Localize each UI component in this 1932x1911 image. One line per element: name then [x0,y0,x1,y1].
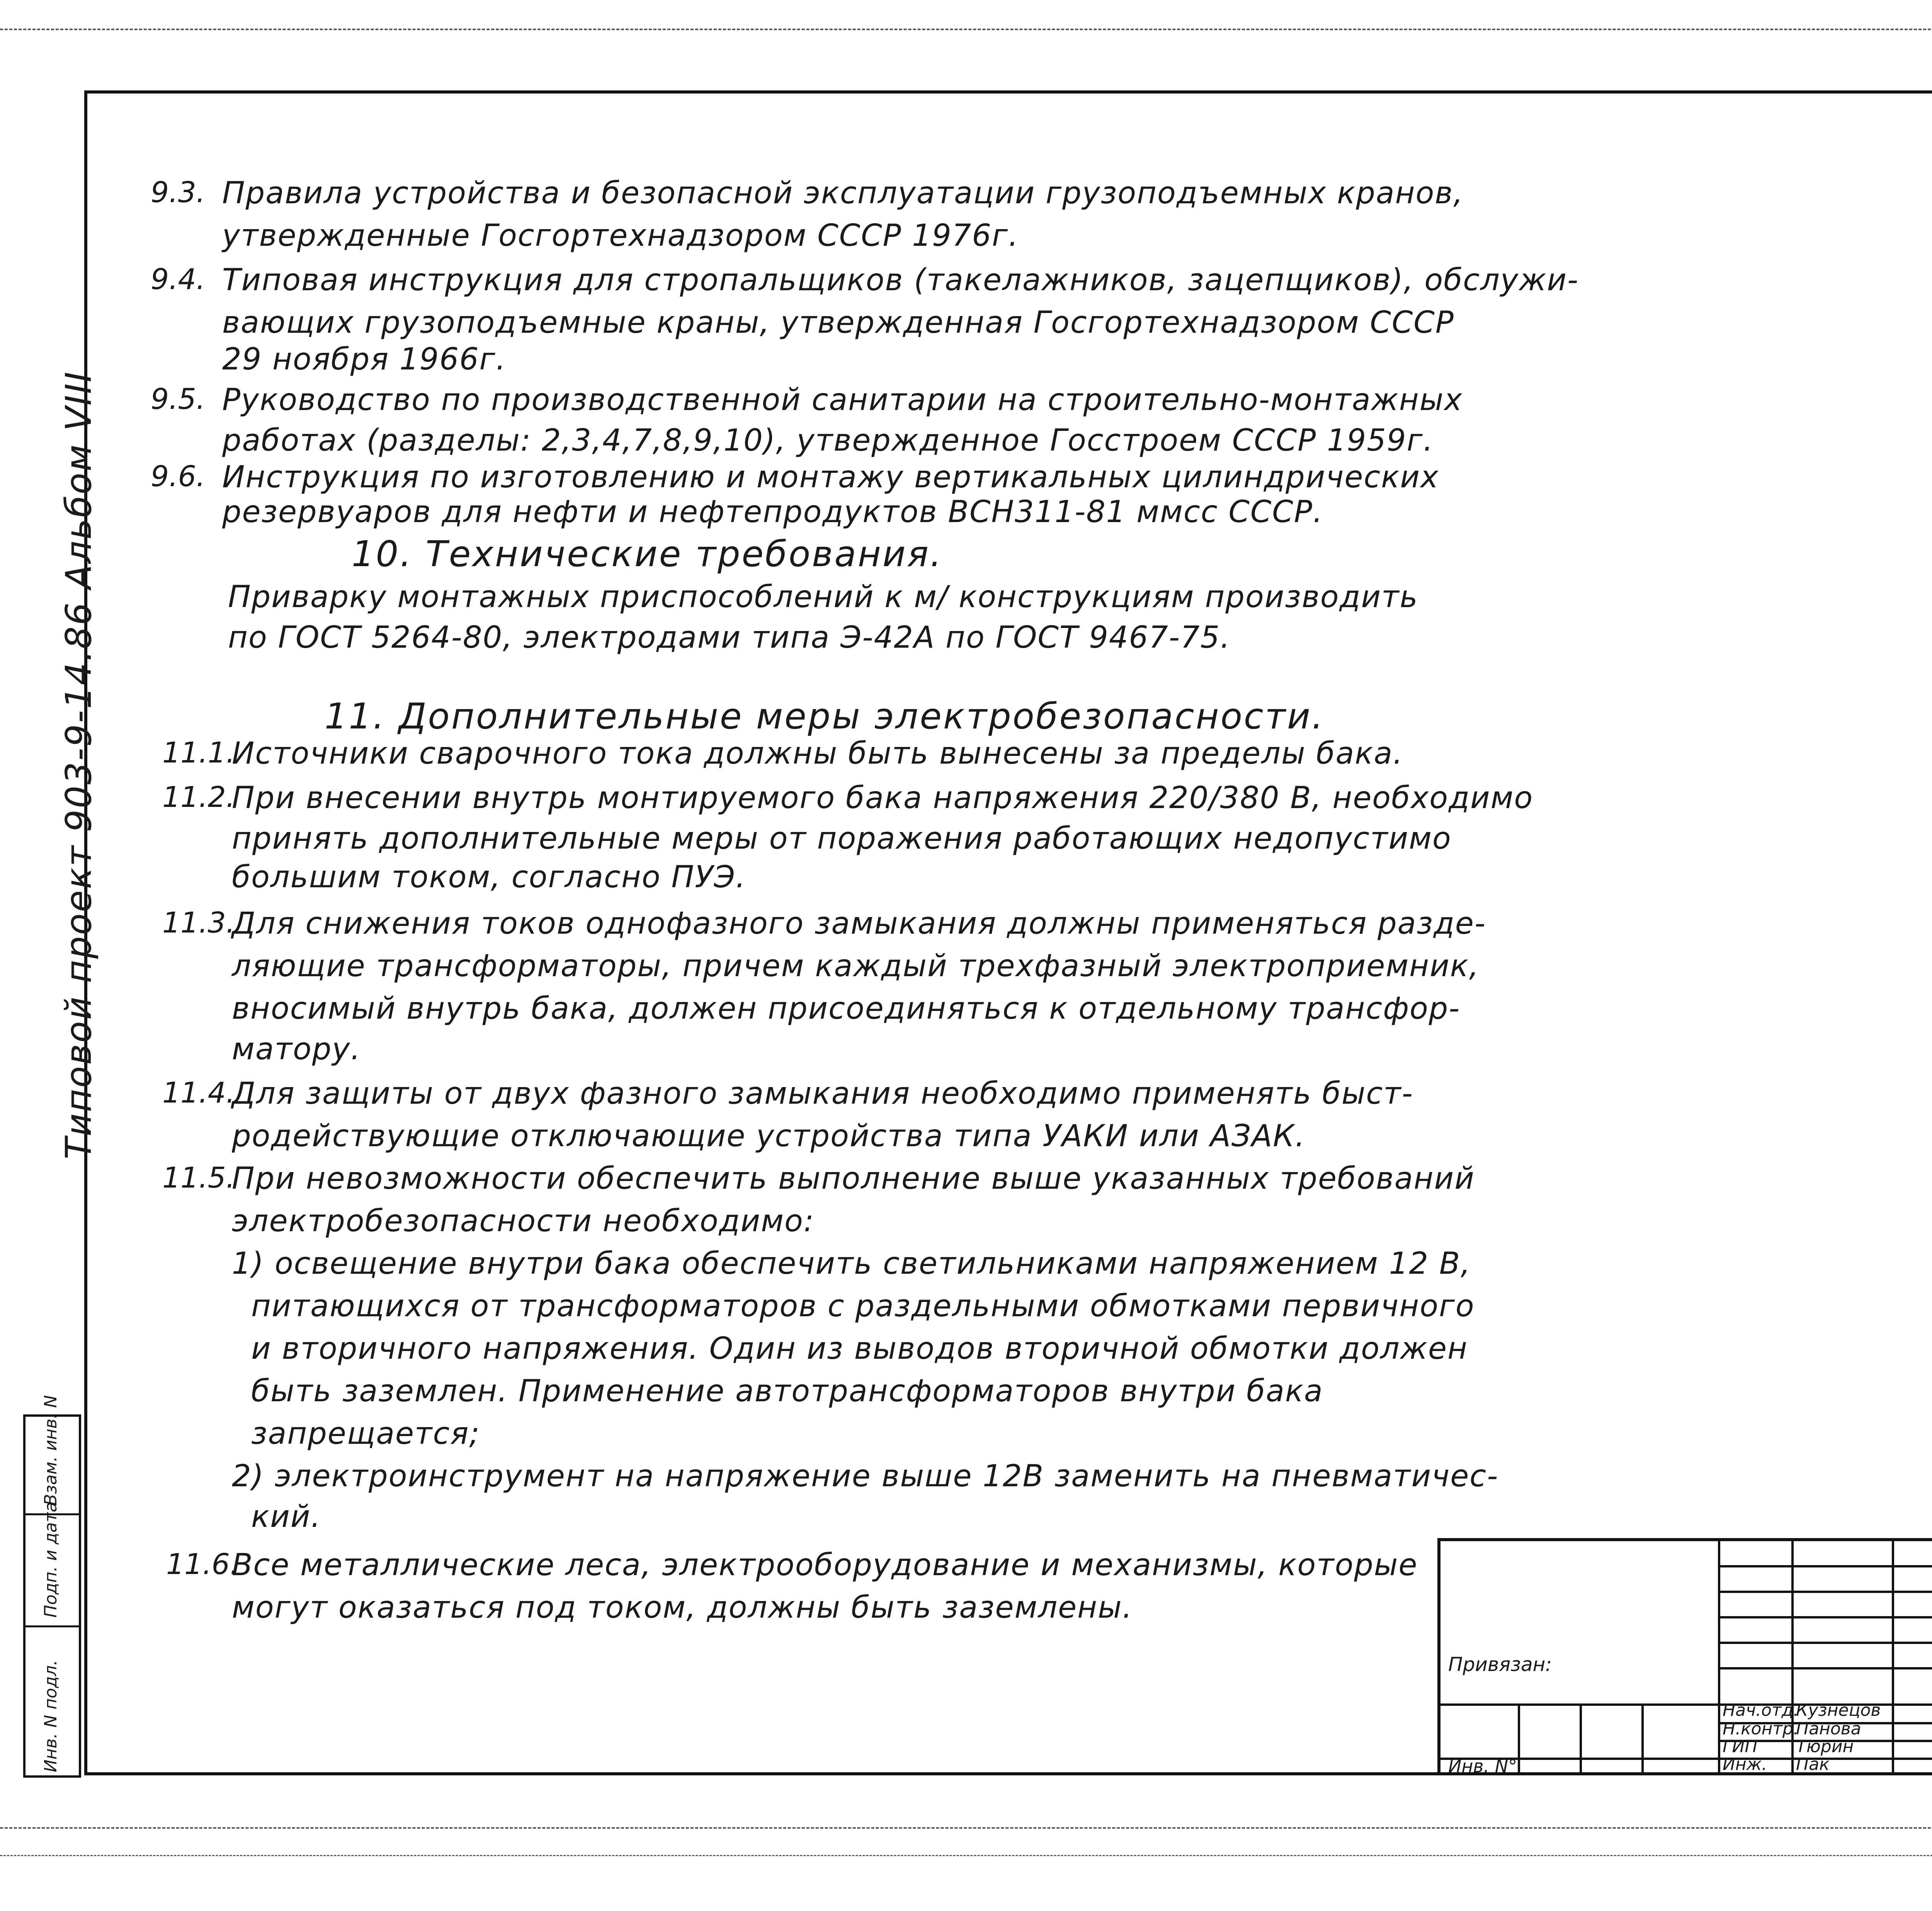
text-line: Правила устройства и безопасной эксплуатации грузоподъемных кранов, [222,176,1464,211]
item-number: 11.3. [162,906,235,939]
text-line: могут оказаться под током, должны быть заземлены. [232,1590,1133,1625]
tb-row-line [1718,1616,1932,1618]
tb-row-line [1718,1565,1932,1567]
text-line: Инструкция по изготовлению и монтажу вертикальных цилиндрических [222,460,1439,495]
role-name: Тюрин [1796,1737,1854,1756]
text-line: ляющие трансформаторы, причем каждый трехфазный электроприемник, [232,949,1480,984]
item-number: 11.1. [162,736,235,769]
text-line: резервуаров для нефти и нефтепродуктов ВСН311-81 ммсс СССР. [222,495,1323,529]
role-label: Н.контр. [1723,1719,1799,1739]
text-line: 2) электроинструмент на напряжение выше 12В заменить на пневматичес- [232,1459,1499,1494]
text-line: быть заземлен. Применение автотрансформаторов внутри бака [251,1374,1323,1409]
text-line: Приварку монтажных приспособлений к м/ конструкциям производить [228,580,1418,614]
item-number: 11.5. [162,1161,235,1195]
privyazan-label: Привязан: [1448,1653,1552,1676]
item-number: 9.3. [151,176,206,209]
text-line: Типовая инструкция для стропальщиков (такелажников, зацепщиков), обслужи- [222,263,1579,298]
bottom-scan-line [0,1827,1932,1829]
text-line: Для снижения токов однофазного замыкания должны применяться разде- [232,906,1486,941]
tb-divider [1580,1703,1582,1775]
tb-row-line [1718,1591,1932,1593]
text-line: При невозможности обеспечить выполнение выше указанных требований [232,1161,1475,1196]
text-line: работах (разделы: 2,3,4,7,8,9,10), утвержденное Госстроем СССР 1959г. [222,423,1434,458]
text-line: утвержденные Госгортехнадзором СССР 1976г. [222,218,1019,253]
text-line: питающихся от трансформаторов с раздельными обмотками первичного [251,1289,1475,1324]
section-10-title: 10. Технические требования. [352,533,943,575]
text-line: Руководство по производственной санитарии на строительно-монтажных [222,383,1463,417]
left-stamp [23,1395,81,1778]
side-label: Типовой проект 903-9-14.86 Альбом VIII [58,371,99,1159]
text-line: 29 ноября 1966г. [222,342,507,377]
tb-row-line [1718,1642,1932,1644]
text-line: родействующие отключающие устройства типа УАКИ или АЗАК. [232,1119,1306,1154]
text-line: матору. [232,1032,361,1067]
role-name: Кузнецов [1796,1700,1881,1720]
tb-divider [1641,1703,1644,1775]
role-label: Нач.отд. [1723,1700,1799,1720]
text-line: принять дополнительные меры от поражения работающих недопустимо [232,821,1452,856]
tb-divider [1518,1703,1520,1775]
left-stamp-divider [26,1625,79,1627]
left-stamp-sign: Подп. и дата [41,1502,61,1618]
text-line: вающих грузоподъемные краны, утвержденная Госгортехнадзором СССР [222,305,1454,340]
text-line: вносимый внутрь бака, должен присоединяться к отдельному трансфор- [232,991,1461,1026]
text-line: и вторичного напряжения. Один из выводов вторичной обмотки должен [251,1331,1468,1366]
left-stamp-inv: Инв. N подл. [41,1660,61,1772]
title-block [1437,1538,1932,1775]
role-label: Инж. [1723,1754,1767,1774]
text-line: Для защиты от двух фазного замыкания необходимо применять быст- [232,1076,1413,1111]
text-line: Все металлические леса, электрооборудование и механизмы, которые [232,1548,1418,1583]
top-scan-line [0,29,1932,30]
role-name: Панова [1796,1719,1861,1739]
text-line: электробезопасности необходимо: [232,1204,815,1239]
left-stamp-replace: Взам. инв. N [41,1395,61,1506]
role-name: Пак [1796,1754,1830,1774]
item-number: 9.5. [151,383,206,416]
text-line: запрещается; [251,1416,480,1451]
text-line: по ГОСТ 5264-80, электродами типа Э-42А по ГОСТ 9467-75. [228,620,1231,655]
role-label: ГИП [1723,1737,1758,1756]
text-line: Источники сварочного тока должны быть вынесены за пределы бака. [232,736,1403,771]
text-line: При внесении внутрь монтируемого бака напряжения 220/380 В, необходимо [232,781,1534,815]
text-line: 1) освещение внутри бака обеспечить светильниками напряжением 12 В, [232,1246,1471,1281]
section-11-title: 11. Дополнительные меры электробезопасности. [325,696,1325,737]
text-line: кий. [251,1499,321,1534]
item-number: 11.2. [162,781,235,814]
item-number: 11.4. [162,1076,235,1110]
inv-label: Инв. N° [1448,1756,1517,1777]
bottom-scan-line-2 [0,1855,1932,1856]
tb-row-line [1718,1667,1932,1669]
item-number: 9.4. [151,263,206,296]
text-line: большим током, согласно ПУЭ. [232,860,746,895]
item-number: 11.6. [166,1548,239,1581]
item-number: 9.6. [151,460,206,493]
